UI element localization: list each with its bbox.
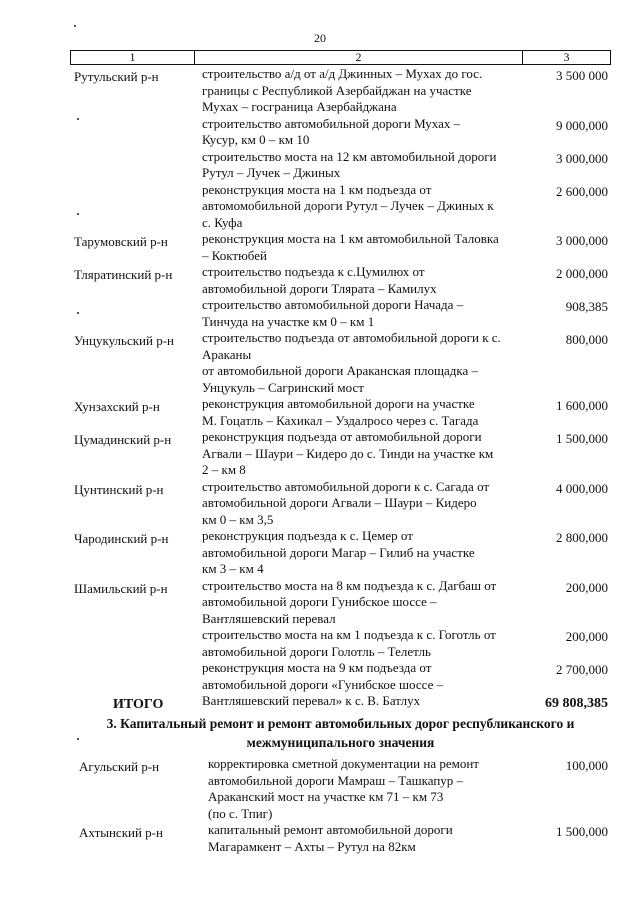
scan-speck <box>77 213 79 215</box>
work-line: Кусур, км 0 – км 10 <box>202 132 310 147</box>
page-number: 20 <box>314 31 326 45</box>
amount: 1 500,000 <box>556 824 608 839</box>
work-description <box>202 627 532 660</box>
work-description <box>202 231 532 264</box>
work-description <box>202 528 532 578</box>
table-row <box>0 396 640 429</box>
work-line: границы с Республикой Азербайджан на участке <box>202 82 472 98</box>
table-row <box>0 231 640 264</box>
work-description <box>202 116 532 149</box>
section-title <box>70 714 611 752</box>
work-line: (по с. Тпиг) <box>208 805 273 821</box>
district-name: Чародинский р-н <box>74 531 169 546</box>
scan-speck <box>74 25 76 27</box>
district-name: Хунзахский р-н <box>74 399 160 414</box>
work-description <box>202 429 532 479</box>
district-name: Ахтынский р-н <box>79 825 163 840</box>
header-col-2: 2 <box>194 51 522 64</box>
amount: 200,000 <box>565 629 608 644</box>
table-row <box>0 66 640 116</box>
amount: 1 500,000 <box>556 431 608 446</box>
work-line: строительство подъезда к с.Цумилюх от <box>202 264 425 279</box>
work-line: реконструкция подъезда от автомобильной дороги <box>202 429 482 444</box>
work-line: строительство моста на 12 км автомобильной дороги <box>202 148 497 164</box>
work-line: автомобильной дороги «Гунибское шоссе – <box>202 676 444 692</box>
work-description <box>202 149 532 182</box>
table-row <box>0 756 640 822</box>
scan-speck <box>77 118 79 120</box>
amount: 100,000 <box>565 758 608 773</box>
total-value: 69 808,385 <box>545 696 608 711</box>
work-line: с. Куфа <box>202 214 243 230</box>
work-line: строительство а/д от а/д Джинных – Мухах до гос. <box>202 66 483 81</box>
work-description <box>202 330 532 396</box>
amount: 2 000,000 <box>556 266 608 281</box>
work-line: корректировка сметной документации на ремонт <box>208 756 479 771</box>
amount: 3 000,000 <box>556 150 608 166</box>
work-description <box>202 264 532 297</box>
amount: 908,385 <box>565 299 608 314</box>
scan-speck <box>77 738 79 740</box>
section3-table-body <box>0 756 640 855</box>
table-row <box>0 264 640 297</box>
work-line: – Коктюбей <box>202 247 267 263</box>
work-line: строительство моста на км 1 подъезда к с. Гоготль от <box>202 627 496 642</box>
work-description <box>202 182 532 232</box>
district-name: Цумадинский р-н <box>74 432 172 447</box>
work-description <box>202 396 532 429</box>
amount: 200,000 <box>565 579 608 595</box>
amount: 9 000,000 <box>556 117 608 133</box>
work-line: Рутул – Лучек – Джиных <box>202 165 341 180</box>
work-line: Унцукуль – Сагринский мост <box>202 379 364 395</box>
work-line: автомобильной дороги Агвали – Шаури – Кидеро <box>202 495 477 510</box>
work-line: автомобильной дороги Гунибское шоссе – <box>202 594 437 609</box>
total-row <box>0 694 640 714</box>
work-line: автомобильной дороги Тлярата – Камилух <box>202 280 437 296</box>
district-name: Шамильский р-н <box>74 580 168 596</box>
table-row <box>0 182 640 232</box>
work-line: реконструкция автомобильной дороги на участке <box>202 396 475 411</box>
work-line: реконструкция моста на 9 км подъезда от <box>202 660 432 675</box>
amount: 1 600,000 <box>556 398 608 413</box>
work-line: Араканский мост на участке км 71 – км 73 <box>208 789 444 804</box>
district-name: Тляратинский р-н <box>74 267 173 282</box>
work-line: Вантляшевский перевал» к с. В. Батлух <box>202 693 421 708</box>
total-label: ИТОГО <box>113 697 164 712</box>
amount: 2 600,000 <box>556 183 608 199</box>
work-line: капитальный ремонт автомобильной дороги <box>208 822 453 837</box>
section-title-line-1: 3. Капитальный ремонт и ремонт автомобильных дорог республиканского и <box>106 716 575 731</box>
table-row <box>0 578 640 628</box>
work-description <box>202 578 532 628</box>
district-name: Агульский р-н <box>79 759 160 774</box>
table-body <box>0 66 640 710</box>
amount: 800,000 <box>565 332 608 347</box>
amount: 2 800,000 <box>556 530 608 545</box>
work-line: Мухах – госграница Азербайджана <box>202 99 397 114</box>
amount: 2 700,000 <box>556 662 608 677</box>
section-title-line-2: межмуниципального значения <box>246 735 435 750</box>
district-name: Цунтинский р-н <box>74 481 164 497</box>
table-row <box>0 116 640 149</box>
work-line: автомомобильной дороги Рутул – Лучек – Джиных к <box>202 198 494 213</box>
work-line: автомобильной дороги Мамраш – Ташкапур – <box>208 772 464 788</box>
table-row <box>0 479 640 529</box>
header-col-3: 3 <box>522 51 610 64</box>
scan-speck <box>77 312 79 314</box>
work-line: Агвали – Шаури – Кидеро до с. Тинди на участке км <box>202 445 494 461</box>
work-description <box>202 479 532 529</box>
amount: 3 000,000 <box>556 233 608 248</box>
work-line: 2 – км 8 <box>202 462 246 477</box>
amount: 4 000,000 <box>556 480 608 496</box>
amount: 3 500 000 <box>556 68 608 83</box>
work-line: реконструкция моста на 1 км подъезда от <box>202 181 432 197</box>
work-description <box>208 756 508 822</box>
work-line: строительство моста на 8 км подъезда к с. Дагбаш от <box>202 577 497 593</box>
table-row <box>0 627 640 660</box>
work-line: Магарамкент – Ахты – Рутул на 82км <box>208 838 416 854</box>
table-row <box>0 528 640 578</box>
table-header <box>70 50 611 65</box>
work-description <box>202 297 532 330</box>
district-name: Рутульский р-н <box>74 69 159 84</box>
work-line: автомобильной дороги Магар – Гилиб на участке <box>202 544 475 560</box>
work-line: Тинчуда на участке км 0 – км 1 <box>202 313 375 329</box>
work-line: от автомобильной дороги Араканская площадка – <box>202 363 479 378</box>
work-line: строительство автомобильной дороги к с. Сагада от <box>202 478 490 494</box>
work-line: реконструкция подъезда к с. Цемер от <box>202 528 413 543</box>
table-row <box>0 149 640 182</box>
work-line: строительство автомобильной дороги Мухах – <box>202 115 461 131</box>
table-row <box>0 822 640 855</box>
work-description <box>202 66 532 116</box>
work-line: км 0 – км 3,5 <box>202 511 274 527</box>
header-col-1: 1 <box>129 50 136 64</box>
table-row <box>0 330 640 396</box>
work-line: М. Гоцатль – Кахикал – Уздалросо через с. Тагада <box>202 412 479 428</box>
district-name: Унцукульский р-н <box>74 333 174 348</box>
table-row <box>0 429 640 479</box>
work-line: строительство подъезда от автомобильной дороги к с. Араканы <box>202 330 501 362</box>
work-description <box>208 822 508 855</box>
work-line: км 3 – км 4 <box>202 561 264 576</box>
work-line: реконструкция моста на 1 км автомобильной Таловка <box>202 231 499 246</box>
work-line: автомобильной дороги Голотль – Телетль <box>202 643 431 659</box>
table-row <box>0 297 640 330</box>
work-line: строительство автомобильной дороги Начада – <box>202 297 464 312</box>
district-name: Тарумовский р-н <box>74 234 168 249</box>
work-line: Вантляшевский перевал <box>202 610 336 626</box>
